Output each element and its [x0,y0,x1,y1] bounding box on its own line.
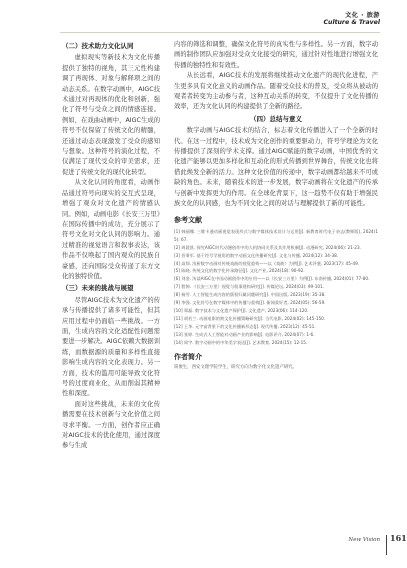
reference-item: [1] 韩丽娜. 三维卡通动画视觉表现形式与数字媒体技术设计与运用[J]. 新教育时代电子杂志(教师版), 2024(15): 67. [174,228,378,242]
left-column [62,40,160,452]
footer-divider [386,535,387,555]
reference-item: [13] 张婷. 生成式人工智能对动画产业的影响[J]. 电影评介, 2024(07): 1-6. [174,331,315,337]
paragraph: 内容的筛选和调整，确保文化符号的真实性与多样性。另一方面，数字动画的制作团队应加强对受众文化接受的研究，通过针对性地进行增强文化传播的独特性和有效性。 [174,41,378,69]
section-label-zh: 文化 · 旅游 [345,12,380,19]
reference-item: [5] 陈晓. 传统文化的数字化传承路径[J]. 文化产业, 2024(18): 90-92. [174,268,305,274]
reference-item: [3] 晋秉军. 基于符号学视角的数字动画文化传播研究[J]. 文化与传播, 2024(12): 34-38. [174,252,339,258]
section-heading-challenges: （三）未来的挑战与展望 [62,284,134,293]
paragraph: 数字动画与AIGC技术的结合，标志着文化传播进入了一个全新的时代。在这一过程中，技术成为文化创作的重要驱动力，符号学理论为文化传播提供了深刻的学术支撑。通过AIGC赋能的数字动画，中国优秀的文化遗产能够以更加多样化和互动化的形式传播到世界舞台，传统文化也将借此焕发全新的活力。这种文化价值的传递中，数字动画都给越来不可或缺的角色。未来，随着技术的进一步发展，数字动画将在文化遗产的传承与创新中发挥更大的作用。在全球化背景下，这一趋势不仅有助于增强民族文化的认同感，也为不同文化之间的对话与理解提供了新的可能性。 [174,127,378,208]
reference-item: [2] 周晨凯. 探究AIGC时代动漫创作中的人机协同关系及其作用机制[J]. 动漫研究, 2024(06): 21-23. [174,244,361,250]
reference-item: [12] 王华. 元宇宙背景下的文化传播新形态[J]. 现代传播, 2023(12): 45-51. [174,323,316,329]
reference-item: [6] 刘金. 浅谈AIGC在中国动画创作中的应用——以《长安三万里》为例[J]. 东南传播, 2024(01): 77-80. [174,276,370,282]
references-list [174,228,378,347]
magazine-name: New Vision [348,537,380,543]
right-column [174,40,378,371]
paragraph: 从长远看，AIGC技术的发展将继续推动文化遗产的现代化进程，产生更多具有文化意义的动画作品。随着受众技术的普及，受众将从被动的观者者转变为主动参与者，这种互动关系的转变，不仅提升了文化传播的效率，还为文化认同的构建提供了全新的路径。 [174,72,378,111]
paragraph: 尽管AIGC技术为文化遗产的传承与传播提供了诸多可能性，但其应用过程中仍面临一些挑战。一方面，生成内容的文化适配性问题需要进一步解决。AIGC依赖大数据训练，而数据源的质量和多样性直接影响生成内容的文化表现力。另一方面，技术的滥用可能导致文化符号的过度商业化，从而削弱其精神性和深度。 [62,296,160,398]
author-bio-heading: 作者简介 [174,352,202,361]
reference-item: [14] 周宇. 数字动画中的中华美学表达[J]. 艺术教育, 2024(15): 12-15. [174,339,308,345]
reference-item: [11] 胡若兰. 动画电影的跨文化传播策略研究[J]. 当代电影, 2024(02): 145-150. [174,315,326,321]
author-bio-text: 简俊生，西安文理学院学生，研究方向为数字化文化遗产研究。 [174,364,297,370]
section-label-en: Culture & Travel [323,19,380,27]
header-divider [60,32,380,33]
reference-item: [9] 李强. 文化符号在数字媒体中的传播与重构[J]. 新闻爱好者, 2024(05): 56-59. [174,300,326,306]
section-heading-technology: （二）技术助力文化认同 [62,42,134,50]
reference-item: [10] 郑磊. 数字技术与文化遗产保护[J]. 文化遗产, 2023(06): 114-120. [174,307,309,313]
page-number: 161 [390,533,407,543]
reference-item: [8] 杨雪. 人工智能生成内容的版权归属问题研究[J]. 中国出版, 2023(19): 35-38. [174,292,326,298]
running-header [324,12,381,26]
paragraph: 虚拟现实等新技术为文化传播提供了独特的视角，其三元性构建调了再现体、对象与解释项之间的动态关系。在数字动画中，AIGC技术通过对再现体的优化和创新，强化了符号与受众之间的情感连接。例如，在戏曲动画中，AIGC生成的符号不仅保留了传统文化的精髓，还通过动态表现激发了受众的感知与想象。这种符号的演化过程，不仅满足了现代受众的审美需求，还促进了传统文化的现代化转型。 [62,54,160,176]
reference-item: [4] 高翔. 浅析数字动画对传统戏曲的视觉重构——以《戏曲》为例[J]. 艺术评鉴, 2023(17): 45-49. [174,260,360,266]
paragraph: 面对这些挑战，未来的文化传播需要在技术创新与文化价值之间寻求平衡。一方面，创作者应正确对AIGC技术的优化使用，通过深度参与生成 [62,400,160,450]
paragraph: 从文化认同的角度看，动画作品通过符号向现实的交互式呈现，增强了观众对文化遗产的情感认同。例如，动画电影《长安三万里》在国际传播中的成功，充分展示了符号文化对文化认同的影响力。通过精准的视觉语言和叙事表达，该作品不仅唤起了国内观众的民族自豪感，还向国际受众传递了东方文化的独特价值。 [62,179,160,280]
section-heading-summary: （四）总结与意义 [250,114,302,123]
reference-item: [7] 程锦. 《长安三万里》视觉与叙事建构研究[J]. 传媒论坛, 2024(03): 99-101. [174,284,325,290]
references-heading: 参考文献 [174,215,202,224]
